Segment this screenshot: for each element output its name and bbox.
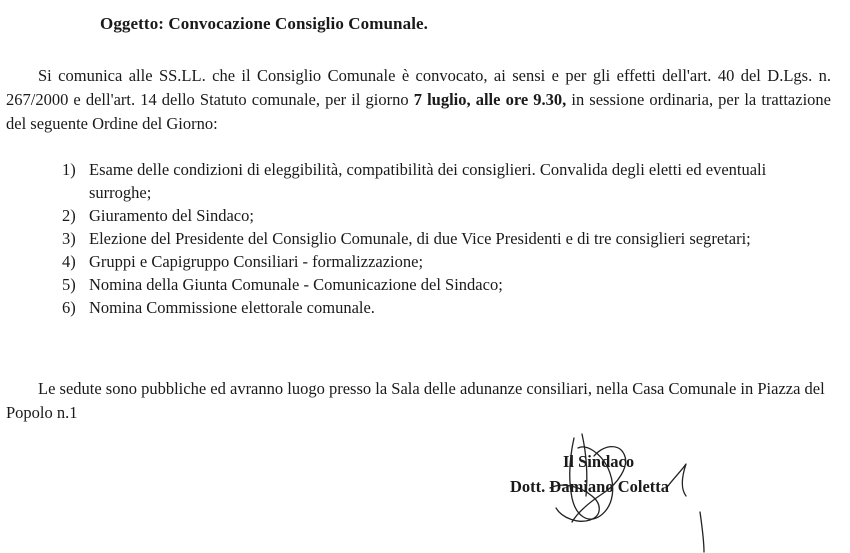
agenda-item [62,250,827,273]
agenda-item [62,158,827,204]
agenda-item-number: 1) [62,160,76,179]
agenda-item [62,204,827,227]
agenda-item [62,273,827,296]
intro-paragraph [6,64,831,136]
intro-text-part2: in sessione ordinaria, per la trattazione del seguente Ordine del Giorno: [6,90,831,133]
agenda-item-number: 6) [62,298,76,317]
intro-text-part1: Si comunica alle SS.LL. che il Consiglio Comunale è convocato, ai sensi e per gli effetti dell'art. 40 del D.Lgs. n. 267/2000 e dell'art. 14 dello Statuto comunale, per il giorno [6,66,831,109]
agenda-item-text: Gruppi e Capigruppo Consiliari - formalizzazione; [89,252,424,271]
agenda-item-text: Nomina della Giunta Comunale - Comunicazione del Sindaco; [89,275,503,294]
agenda-item-text: Nomina Commissione elettorale comunale. [89,298,375,317]
agenda-list [62,158,827,319]
signatory-name: Dott. Damiano Coletta [510,477,670,496]
agenda-item [62,296,827,319]
agenda-item-number: 2) [62,206,76,225]
agenda-item-text: Giuramento del Sindaco; [89,206,254,225]
agenda-item-text: Elezione del Presidente del Consiglio Comunale, di due Vice Presidenti e di tre consiglieri segretari; [89,229,751,248]
agenda-item-number: 3) [62,229,76,248]
signature-block [490,426,830,553]
document-subject: Oggetto: Convocazione Consiglio Comunale. [100,14,429,33]
closing-paragraph: Le sedute sono pubbliche ed avranno luogo presso la Sala delle adunanze consiliari, nella Casa Comunale in Piazza del Popolo n.1 [6,379,825,422]
agenda-item-number: 5) [62,275,76,294]
agenda-item-text: Esame delle condizioni di eleggibilità, compatibilità dei consiglieri. Convalida degli eletti ed eventuali surroghe; [89,160,767,202]
agenda-item-number: 4) [62,252,76,271]
agenda-item [62,227,827,250]
meeting-date-time: 7 luglio, alle ore 9.30, [413,90,567,109]
signatory-title: Il Sindaco [563,452,635,471]
